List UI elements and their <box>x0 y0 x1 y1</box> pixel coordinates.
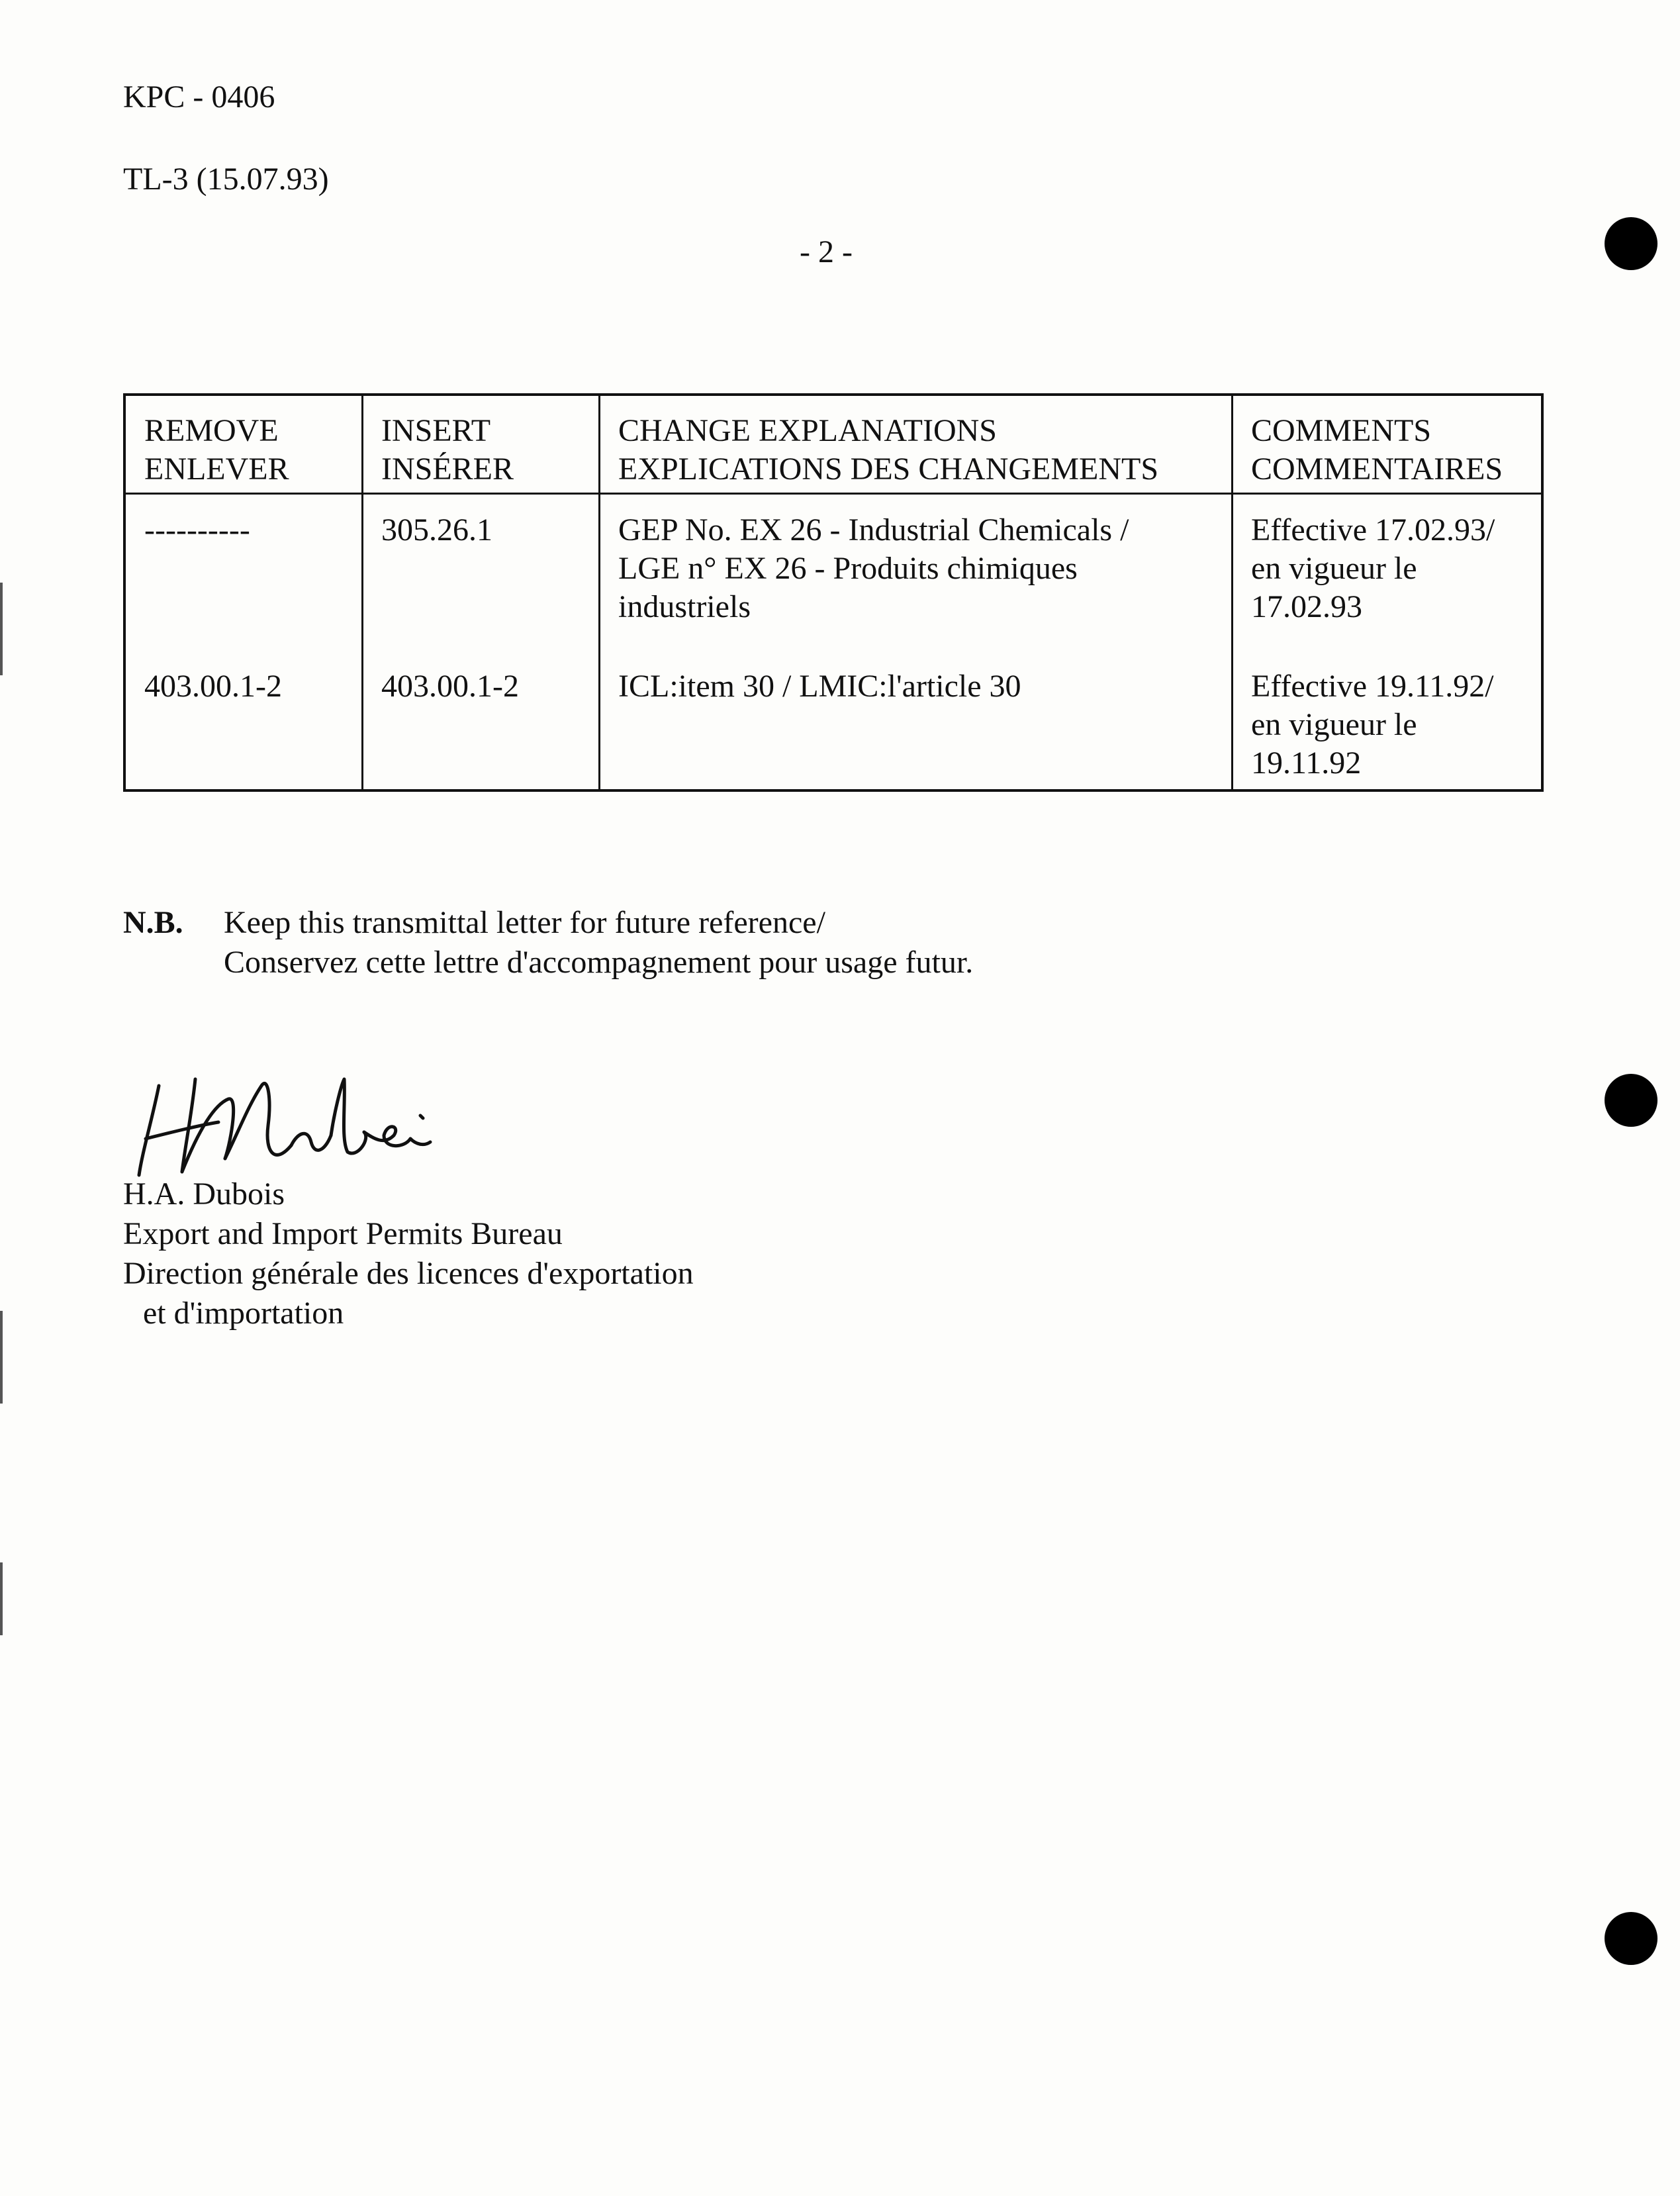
header-change-explanations: CHANGE EXPLANATIONS EXPLICATIONS DES CHANGEMENTS <box>618 413 1159 487</box>
column-divider <box>598 396 600 789</box>
signatory-name: H.A. Dubois <box>123 1176 285 1212</box>
changes-table <box>123 393 1544 792</box>
punch-hole <box>1605 1074 1657 1127</box>
column-divider <box>361 396 363 789</box>
header-remove: REMOVE ENLEVER <box>144 413 289 487</box>
signatory-org-line-2: Direction générale des licences d'exportation <box>123 1256 694 1291</box>
row2-remove: 403.00.1-2 <box>144 669 282 704</box>
punch-hole <box>1605 217 1657 270</box>
transmittal-reference: TL-3 (15.07.93) <box>123 162 329 197</box>
signatory-org-line-1: Export and Import Permits Bureau <box>123 1216 563 1251</box>
row1-remove: ---------- <box>144 512 250 548</box>
binder-edge-mark <box>0 1562 3 1635</box>
page-number: - 2 - <box>800 234 853 269</box>
row2-comments: Effective 19.11.92/ en vigueur le 19.11.92 <box>1251 669 1494 781</box>
row1-explanation: GEP No. EX 26 - Industrial Chemicals / LGE n° EX 26 - Produits chimiques industriels <box>618 512 1129 624</box>
binder-edge-mark <box>0 1311 3 1404</box>
row2-explanation: ICL:item 30 / LMIC:l'article 30 <box>618 669 1021 704</box>
punch-hole <box>1605 1912 1657 1965</box>
note-line-2: Conservez cette lettre d'accompagnement pour usage futur. <box>224 945 974 980</box>
binder-edge-mark <box>0 583 3 675</box>
note-label: N.B. <box>123 905 183 940</box>
handwritten-signature <box>132 1059 437 1185</box>
header-comments: COMMENTS COMMENTAIRES <box>1251 413 1503 487</box>
signatory-org-line-3: et d'importation <box>143 1296 344 1331</box>
row1-insert: 305.26.1 <box>381 512 492 548</box>
document-reference: KPC - 0406 <box>123 79 275 115</box>
header-divider <box>126 493 1541 495</box>
column-divider <box>1231 396 1233 789</box>
row1-comments: Effective 17.02.93/ en vigueur le 17.02.93 <box>1251 512 1495 624</box>
row2-insert: 403.00.1-2 <box>381 669 519 704</box>
note-line-1: Keep this transmittal letter for future reference/ <box>224 905 825 940</box>
header-insert: INSERT INSÉRER <box>381 413 514 487</box>
